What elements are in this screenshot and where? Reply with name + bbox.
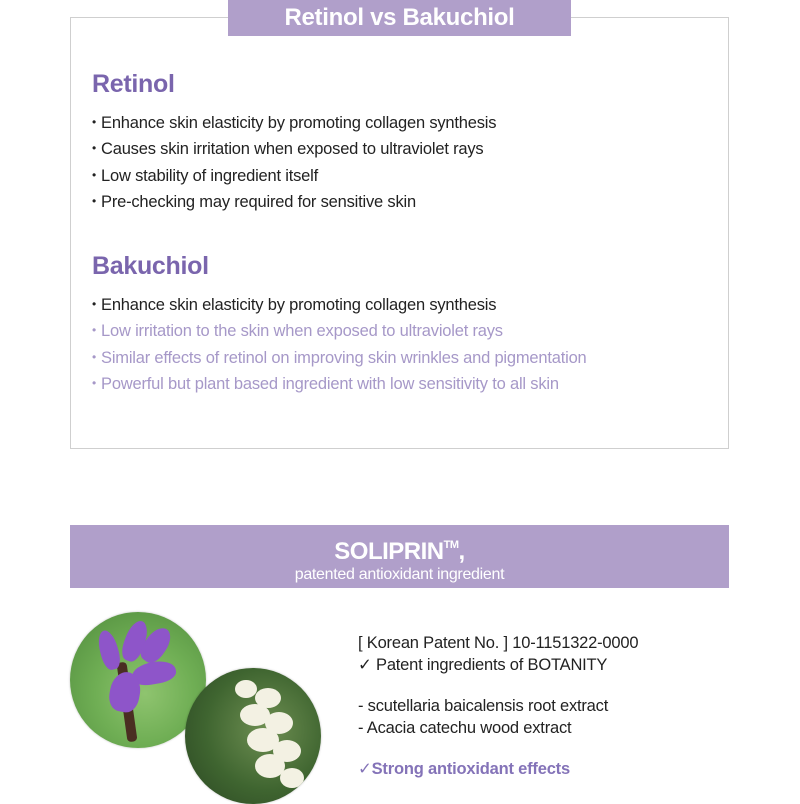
- list-item: • Enhance skin elasticity by promoting collagen synthesis: [92, 109, 496, 135]
- acacia-flower-image: [185, 668, 321, 804]
- bakuchiol-bullet-list: [92, 291, 587, 396]
- list-item: • Causes skin irritation when exposed to ultraviolet rays: [92, 135, 496, 161]
- retinol-heading: Retinol: [92, 70, 175, 98]
- soliprin-subtitle: patented antioxidant ingredient: [294, 566, 505, 583]
- list-item: • Enhance skin elasticity by promoting collagen synthesis: [92, 291, 587, 317]
- comparison-title: Retinol vs Bakuchiol: [228, 0, 571, 36]
- effect-highlight: ✓Strong antioxidant effects: [358, 760, 570, 778]
- soliprin-banner: [70, 525, 729, 588]
- list-item: • Low irritation to the skin when exposed to ultraviolet rays: [92, 317, 587, 343]
- list-item: • Low stability of ingredient itself: [92, 162, 496, 188]
- extract-item: - scutellaria baicalensis root extract: [358, 697, 609, 715]
- list-item: • Similar effects of retinol on improving skin wrinkles and pigmentation: [92, 344, 587, 370]
- retinol-bullet-list: [92, 109, 496, 214]
- patent-number: [ Korean Patent No. ] 10-1151322-0000: [358, 634, 639, 652]
- patent-check: ✓ Patent ingredients of BOTANITY: [358, 655, 608, 674]
- list-item: • Pre-checking may required for sensitive skin: [92, 188, 496, 214]
- extract-item: - Acacia catechu wood extract: [358, 718, 572, 737]
- list-item: • Powerful but plant based ingredient with low sensitivity to all skin: [92, 370, 587, 396]
- soliprin-info: [358, 633, 638, 781]
- bakuchiol-heading: Bakuchiol: [92, 252, 209, 280]
- trademark-mark: TM: [443, 539, 459, 551]
- soliprin-title: SOLIPRIN™,: [334, 538, 465, 565]
